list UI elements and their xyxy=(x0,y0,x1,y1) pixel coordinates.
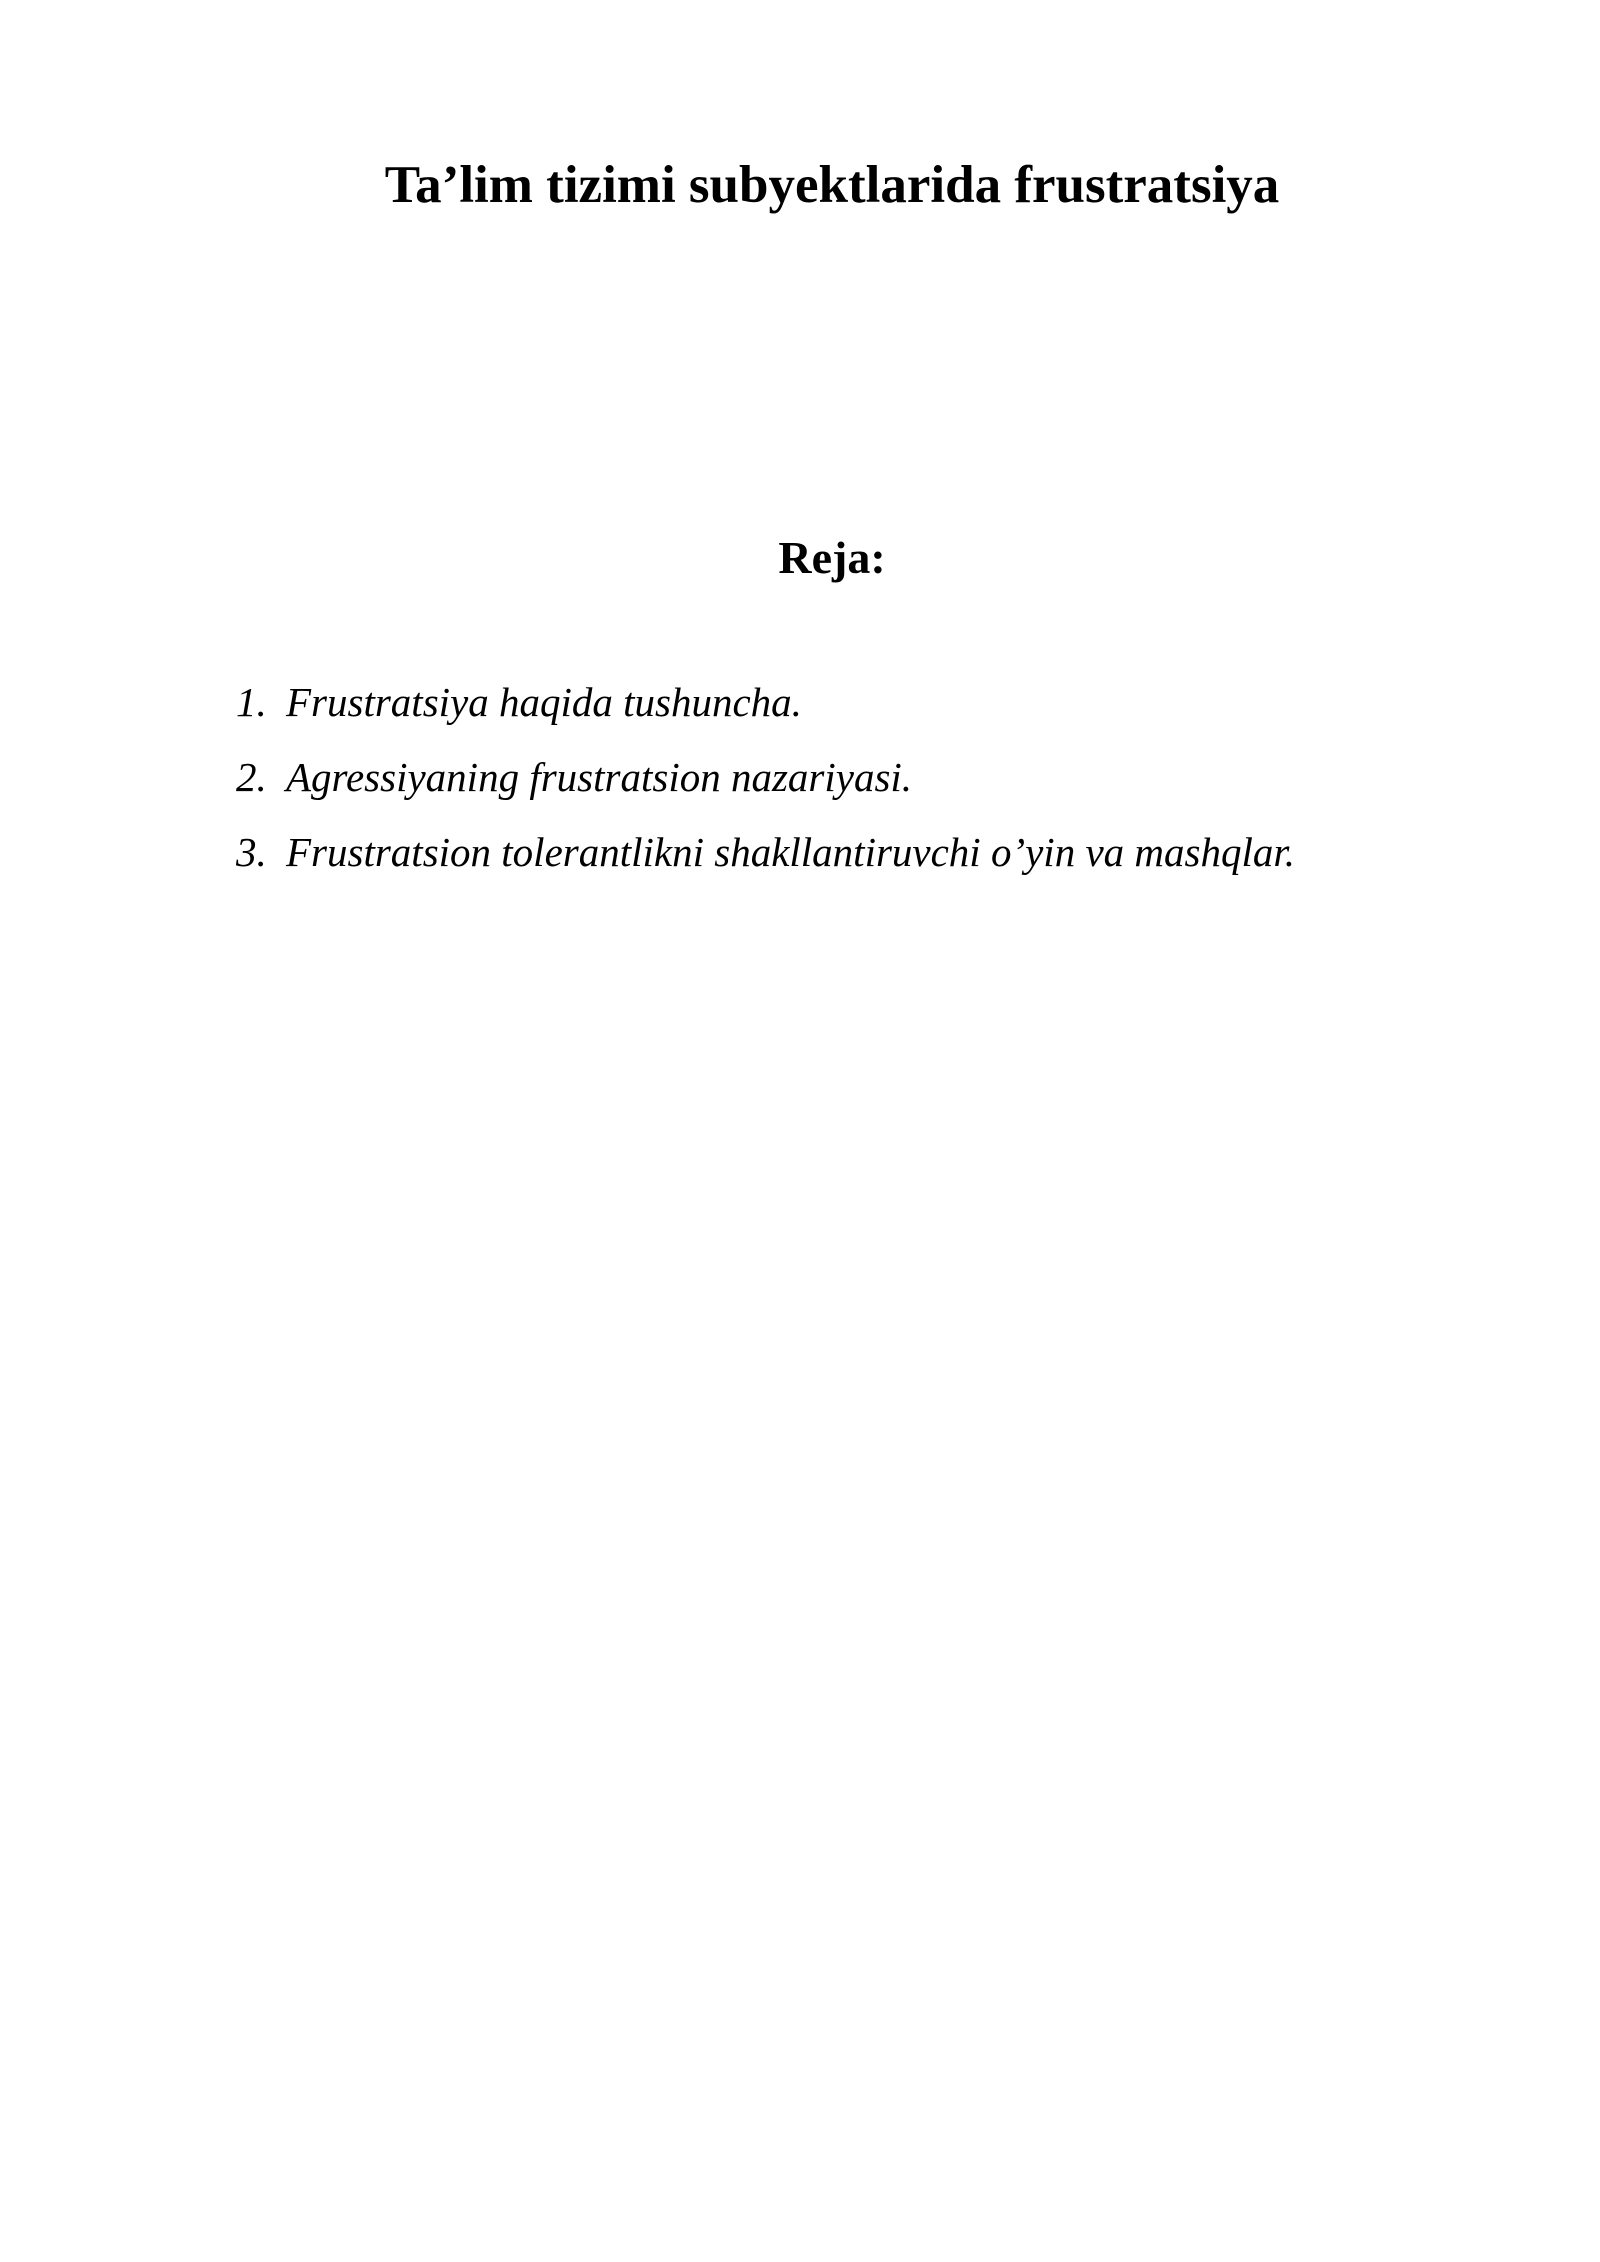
plan-item xyxy=(236,740,1295,815)
plan-list xyxy=(236,665,1295,890)
plan-item-number: 2. xyxy=(236,754,267,800)
plan-item-text: Frustratsion tolerantlikni shakllantiruvchi o’yin va mashqlar. xyxy=(286,829,1296,875)
plan-item-text: Frustratsiya haqida tushuncha. xyxy=(286,679,802,725)
plan-item-text: Agressiyaning frustratsion nazariyasi. xyxy=(286,754,913,800)
plan-item xyxy=(236,815,1295,890)
plan-item xyxy=(236,665,1295,740)
document-title: Ta’lim tizimi subyektlarida frustratsiya xyxy=(384,156,1280,214)
plan-heading: Reja: xyxy=(778,532,886,583)
plan-item-number: 3. xyxy=(236,829,267,875)
plan-item-number: 1. xyxy=(236,679,267,725)
